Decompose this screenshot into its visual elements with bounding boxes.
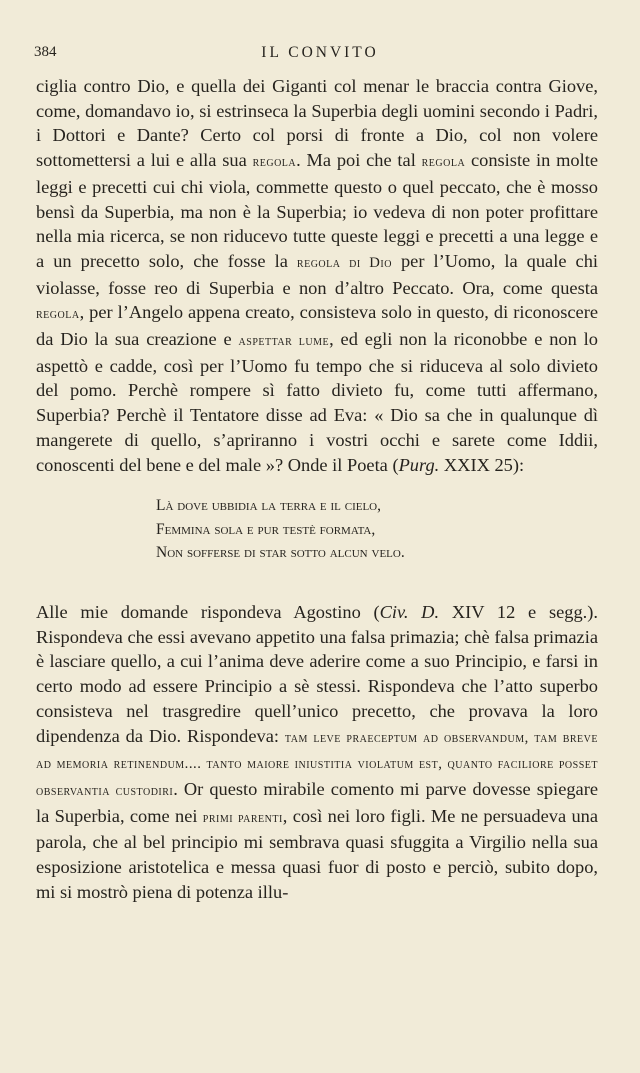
small-caps-term: regola xyxy=(421,154,466,171)
running-title: IL CONVITO xyxy=(261,44,379,61)
small-caps-term: regola di Dio xyxy=(296,254,392,271)
small-caps-term: regola xyxy=(252,154,297,171)
text-run: XIV 12 e segg.). Rispondeva che essi avevano appetito una falsa primazia; chè falsa primazia è lasciare quello, a cui l’anima deve aderire come a suo Principio, e farsi in certo modo ad essere Principio a sè stessi. Rispondeva che l’atto superbo consisteva nel trasgredire quell’unico precetto, che provava la loro dipendenza da Dio. Rispondeva: xyxy=(36,602,599,746)
paragraph-1 xyxy=(36,74,598,477)
small-caps-term: regola xyxy=(36,306,80,323)
text-run: . Ma poi che tal xyxy=(296,150,422,171)
small-caps-term: primi parenti xyxy=(202,809,283,826)
small-caps-term: aspettar lume xyxy=(238,333,330,350)
text-run: consiste in molte leggi e precetti cui chi viola, commette questo o quel peccato, che è mosso bensì da Superbia, ma non è la Superbia; io vedeva di non poter profittare nella mia ricerca, se non riducevo tutte queste leggi e precetti a una legge e a un precetto solo, che fosse la xyxy=(36,150,598,271)
paragraph-2 xyxy=(36,600,598,904)
verse-line: Non sofferse di star sotto alcun velo. xyxy=(156,544,405,561)
small-caps-term: tam leve praeceptum ad observandum, tam breve ad memoria retinendum.... tanto maiore iniustitia violatum est, quanto faciliore posset observantia custodiri xyxy=(36,729,598,799)
page-number: 384 xyxy=(34,44,57,60)
text-run: , così nei loro figli. Me ne persuadeva una parola, che al bel principio mi sembrava quasi sfuggita a Virgilio nella sua esposizione aristotelica e messa quasi fuor di posto e perciò, subito dopo, mi si mostrò piena di potenza illu- xyxy=(36,805,598,902)
verse-quotation xyxy=(156,494,405,565)
verse-line: Là dove ubbidia la terra e il cielo, xyxy=(156,497,381,514)
text-run: , per l’Angelo appena creato, consisteva solo in questo, di riconoscere da Dio la sua creazione e xyxy=(36,302,598,350)
text-run: XXIX 25): xyxy=(439,454,525,475)
italic-citation: Purg. xyxy=(398,454,440,475)
text-run: . Or questo mirabile comento mi parve dovesse spiegare la Superbia, come nei xyxy=(36,778,598,826)
text-run: ciglia contro Dio, e quella dei Giganti col menar le braccia contra Giove, come, domandavo io, si estrinseca la Superbia degli uomini secondo i Padri, i Dottori e Dante? Certo col porsi di fronte a Dio, col non volere sottomettersi a lui e alla sua xyxy=(36,76,598,171)
text-run: Alle mie domande rispondeva Agostino ( xyxy=(36,602,380,622)
text-run: per l’Uomo, la quale chi violasse, fosse reo di Superbia e non d’altro Peccato. Ora, come questa xyxy=(36,250,599,298)
verse-line: Femmina sola e pur testè formata, xyxy=(156,520,376,538)
italic-citation: Civ. D. xyxy=(379,602,440,622)
text-run: , ed egli non la riconobbe e non lo aspettò e cadde, così per l’Uomo fu tempo che si riduceva al solo divieto del pomo. Perchè rompere sì fatto divieto fu, come tutti affermano, Superbia? Perchè il Tentatore disse ad Eva: « Dio sa che in qualunque dì mangerete di quello, s’apriranno i vostri occhi e sarete come Iddii, conoscenti del bene e del male »? Onde il Poeta ( xyxy=(36,329,598,475)
